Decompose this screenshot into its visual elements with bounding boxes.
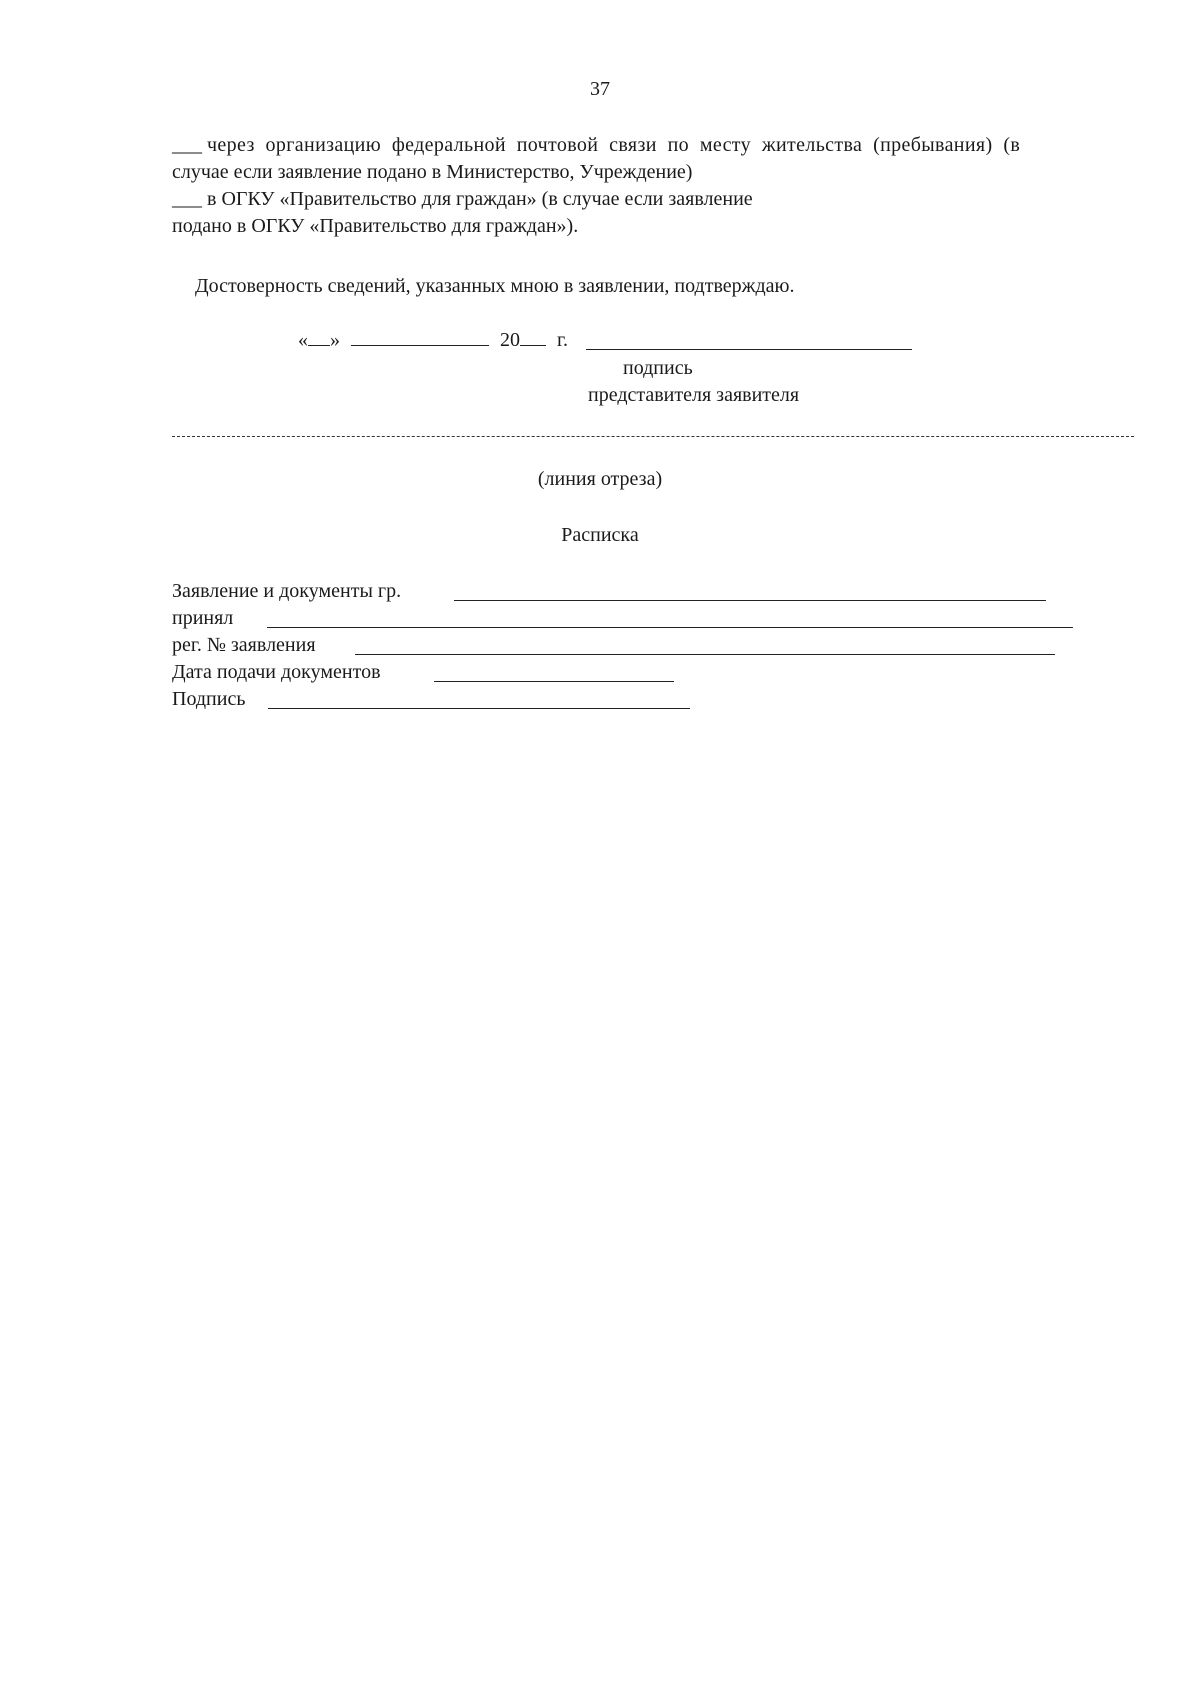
submit-date-blank[interactable] [434,681,674,682]
cut-line [172,436,1134,437]
year-blank[interactable] [520,327,546,346]
option-ogku-text: в ОГКУ «Правительство для граждан» (в случае если заявление [207,188,753,210]
receipt-field-accepted [172,605,233,631]
delivery-option-post [172,132,1138,158]
cut-line-label: (линия отреза) [537,468,663,490]
delivery-option-ogku [172,186,753,212]
month-blank[interactable] [351,327,489,346]
receipt-field-label: Дата подачи документов [172,661,381,683]
receipt-field-signature [172,686,245,712]
open-quote: « [298,329,308,351]
year-suffix: г. [557,329,568,351]
option-blank: ___ [172,188,202,210]
receipt-title: Расписка [561,524,639,546]
year-prefix: 20 [500,329,520,351]
signature-blank[interactable] [586,349,912,350]
signature-caption: подпись [623,357,693,379]
signature-caption-representative: представителя заявителя [588,384,800,406]
receipt-field-applicant [172,578,401,604]
receipt-field-submit-date [172,659,381,685]
receipt-field-label: Заявление и документы гр. [172,580,402,602]
delivery-option-ogku-cont: подано в ОГКУ «Правительство для граждан»). [172,215,579,237]
option-post-text: через организацию федеральной почтовой связи по месту жительства (пребывания) (в [207,134,1021,156]
certification-statement: Достоверность сведений, указанных мною в заявлении, подтверждаю. [195,275,795,297]
date-line [298,327,568,353]
reg-number-blank[interactable] [355,654,1055,655]
receipt-field-label: рег. № заявления [172,634,316,656]
close-quote: » [330,329,340,351]
delivery-option-post-cont: случае если заявление подано в Министерство, Учреждение) [172,161,693,183]
receipt-field-reg-number [172,632,316,658]
day-blank[interactable] [308,327,330,346]
applicant-blank[interactable] [454,600,1046,601]
option-blank: ___ [172,134,202,156]
receipt-field-label: принял [172,607,234,629]
receipt-signature-blank[interactable] [268,708,690,709]
page-number: 37 [590,78,610,100]
receipt-field-label: Подпись [172,688,246,710]
accepted-blank[interactable] [267,627,1073,628]
